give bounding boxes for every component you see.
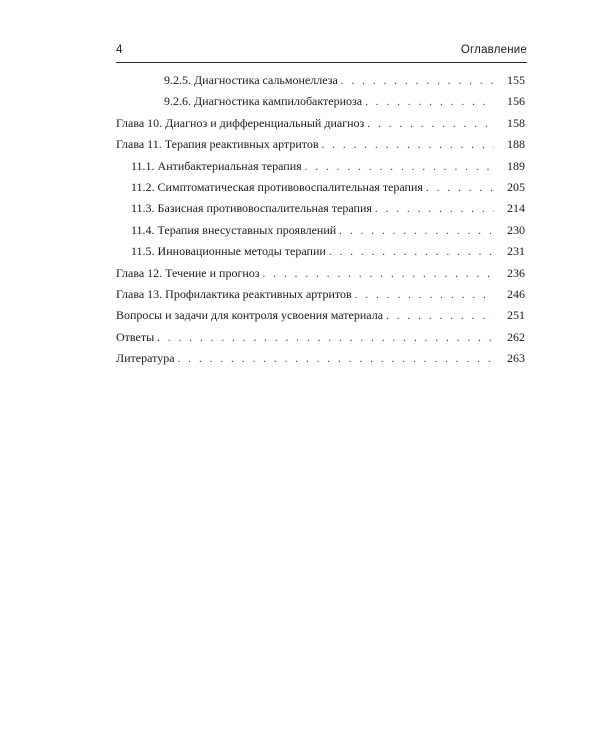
toc-entry[interactable] <box>116 177 525 198</box>
toc-entry-page: 230 <box>507 222 525 237</box>
toc-entry-page: 236 <box>507 265 525 280</box>
toc-entry-page: 214 <box>507 201 525 216</box>
page-header <box>116 44 527 63</box>
running-title: Оглавление <box>460 44 527 56</box>
toc-entry-title: Вопросы и задачи для контроля усвоения материала <box>116 308 384 323</box>
toc-entry[interactable] <box>116 91 525 112</box>
toc-entry-page: 251 <box>507 308 525 323</box>
page-number: 4 <box>116 44 123 56</box>
toc-entry-page: 205 <box>507 179 525 194</box>
toc-entry[interactable] <box>116 263 525 284</box>
toc-entry-title: 9.2.5. Диагностика сальмонеллеза <box>164 73 338 87</box>
toc-entry-page: 231 <box>507 244 525 259</box>
toc-entry-page: 262 <box>507 329 525 344</box>
toc-entry-title: 11.4. Терапия внесуставных проявлений <box>131 222 337 237</box>
toc-entry[interactable] <box>116 134 525 155</box>
toc-leader-dots <box>367 114 494 135</box>
toc-entry-title: Литература <box>116 351 175 366</box>
toc-leader-dots <box>426 178 494 199</box>
toc-entry-page: 155 <box>507 73 525 87</box>
toc-leader-dots <box>329 242 494 263</box>
toc-entry[interactable] <box>116 220 525 241</box>
toc-entry-page: 156 <box>507 94 525 109</box>
toc-entry[interactable] <box>116 70 525 91</box>
toc-entry[interactable] <box>116 305 525 326</box>
toc-leader-dots <box>355 285 494 306</box>
toc-entry-page: 189 <box>507 158 525 173</box>
toc-entry[interactable] <box>116 348 525 369</box>
toc-entry-title: 11.1. Антибактериальная терапия <box>131 158 302 173</box>
table-of-contents <box>116 70 525 369</box>
toc-entry[interactable] <box>116 241 525 262</box>
toc-entry[interactable] <box>116 156 525 177</box>
toc-leader-dots <box>263 264 494 285</box>
toc-entry-page: 188 <box>507 137 525 152</box>
toc-entry-title: 11.3. Базисная противовоспалительная терапия <box>131 201 372 216</box>
toc-leader-dots <box>322 135 495 156</box>
toc-entry-page: 263 <box>507 351 525 366</box>
toc-entry-title: Глава 13. Профилактика реактивных артритов <box>116 286 352 301</box>
toc-entry-title: Глава 10. Диагноз и дифференциальный диагноз <box>116 115 365 130</box>
toc-leader-dots <box>178 349 494 370</box>
toc-entry-title: Ответы <box>116 329 155 344</box>
toc-leader-dots <box>305 157 494 178</box>
toc-leader-dots <box>339 221 494 242</box>
toc-entry[interactable] <box>116 198 525 219</box>
toc-entry-page: 158 <box>507 115 525 130</box>
toc-leader-dots <box>341 71 494 92</box>
toc-leader-dots <box>375 199 494 220</box>
toc-leader-dots <box>157 328 494 349</box>
toc-entry[interactable] <box>116 327 525 348</box>
toc-entry[interactable] <box>116 113 525 134</box>
toc-entry[interactable] <box>116 284 525 305</box>
toc-entry-title: 11.5. Инновационные методы терапии <box>131 244 326 259</box>
toc-entry-title: 9.2.6. Диагностика кампилобактериоза <box>164 94 363 109</box>
toc-leader-dots <box>365 92 494 113</box>
toc-entry-title: Глава 11. Терапия реактивных артритов <box>116 137 319 152</box>
toc-entry-title: 11.2. Симптоматическая противовоспалительная терапия <box>131 179 423 194</box>
toc-entry-page: 246 <box>507 286 525 301</box>
toc-entry-title: Глава 12. Течение и прогноз <box>116 265 260 280</box>
toc-leader-dots <box>386 306 494 327</box>
